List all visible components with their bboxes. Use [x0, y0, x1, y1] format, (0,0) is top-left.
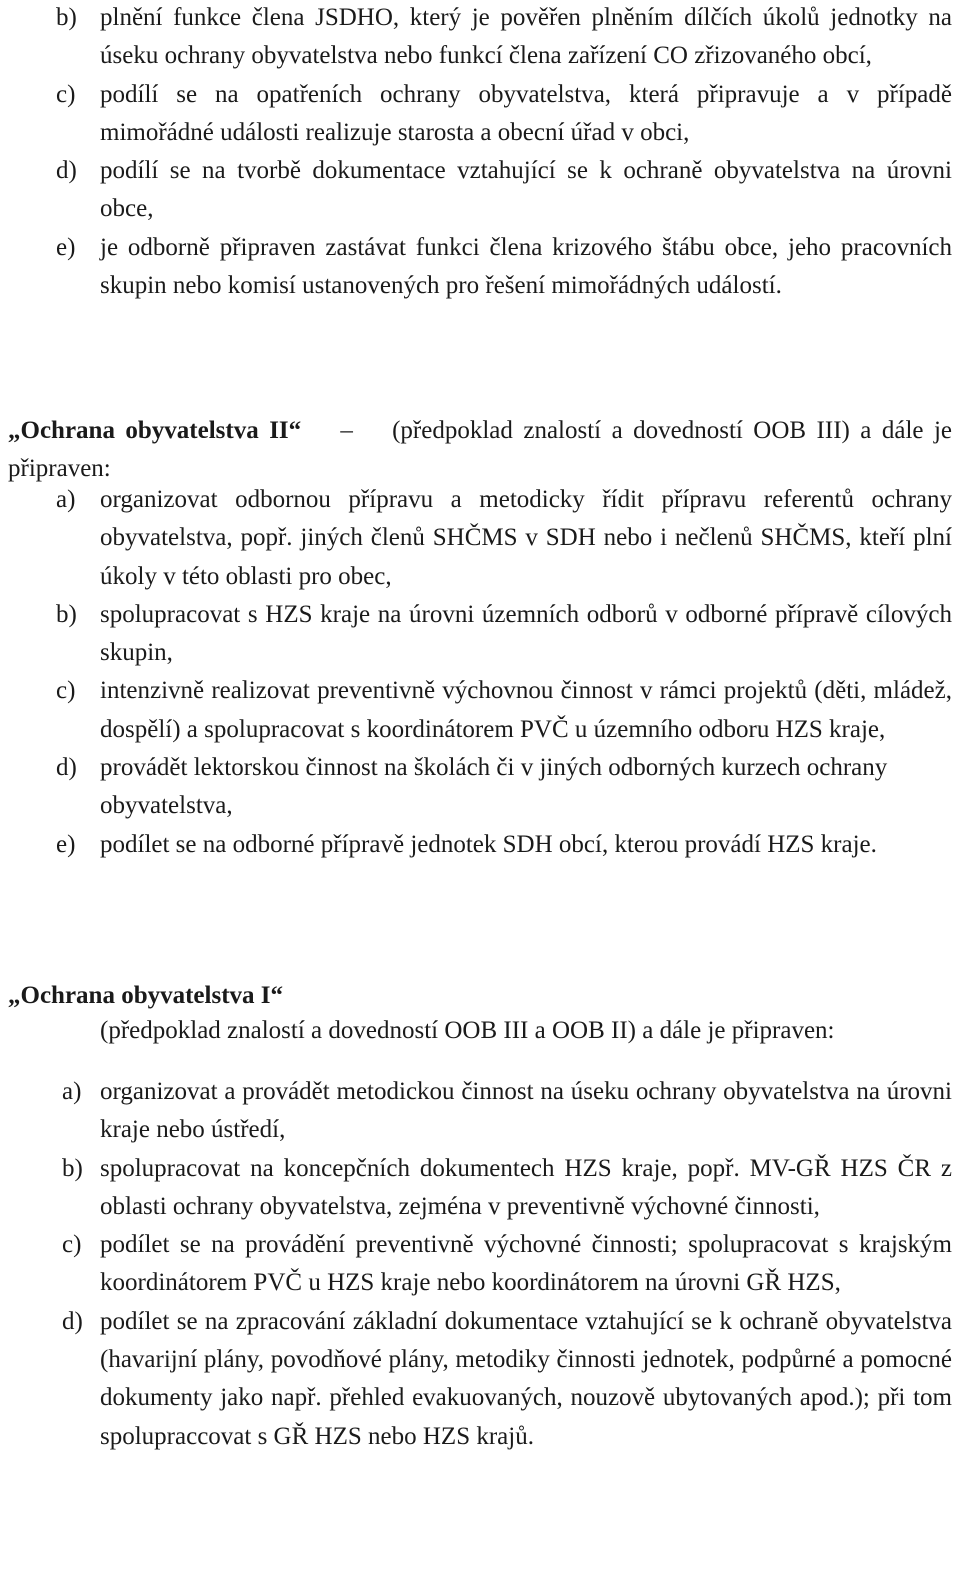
- list-item: [62, 1226, 952, 1303]
- list-marker: c): [56, 80, 76, 108]
- list-item-text: podílet se na odborné přípravě jednotek SDH obcí, kterou provádí HZS kraje.: [100, 830, 877, 858]
- list-marker: d): [56, 157, 77, 185]
- section-i-intro: (předpoklad znalostí a dovedností OOB III a OOB II) a dále je připraven:: [100, 1017, 835, 1044]
- section-ii-intro: (předpoklad znalostí a dovedností OOB III) a dále je připraven:: [8, 417, 953, 483]
- list-marker: d): [56, 754, 77, 782]
- list-item: [56, 596, 952, 673]
- list-marker: c): [56, 677, 76, 705]
- list-item: [56, 672, 952, 749]
- list-marker: a): [62, 1078, 82, 1105]
- list-item-text: organizovat odbornou přípravu a metodicky řídit přípravu referentů ochrany obyvatelstva, popř. jiných členů SHČMS v SDH nebo i nečlenů SHČMS, kteří plní úkoly v této oblasti pro obec,: [100, 486, 952, 590]
- list-item: [62, 1073, 952, 1150]
- list-item-text: podílí se na tvorbě dokumentace vztahující se k ochraně obyvatelstva na úrovni obce,: [100, 157, 952, 223]
- list-item-text: je odborně připraven zastávat funkci člena krizového štábu obce, jeho pracovních skupin nebo komisí ustanovených pro řešení mimořádných událostí.: [100, 233, 952, 300]
- section-ii-heading: [8, 412, 952, 489]
- list-marker: e): [56, 830, 76, 858]
- list-section-ii: [56, 481, 952, 864]
- list-continued: [56, 0, 952, 305]
- section-i-heading: [8, 977, 952, 1015]
- list-item-text: podílí se na opatřeních ochrany obyvatelstva, která připravuje a v případě mimořádné události realizuje starosta a obecní úřad v obci,: [100, 80, 952, 146]
- list-item-text: podílet se na provádění preventivně výchovné činnosti; spolupracovat s krajským koordinátorem PVČ u HZS kraje nebo koordinátorem na úrovni GŘ HZS,: [100, 1231, 952, 1297]
- list-item-text: provádět lektorskou činnost na školách či v jiných odborných kurzech ochrany obyvatelstva,: [100, 754, 888, 820]
- list-item-text: spolupracovat s HZS kraje na úrovni územních odborů v odborné přípravě cílových skupin,: [100, 600, 952, 667]
- list-item: [56, 0, 952, 76]
- list-marker: a): [56, 486, 76, 513]
- section-ii-title: „Ochrana obyvatelstva II“: [8, 417, 302, 444]
- section-ii-dash: –: [340, 417, 353, 444]
- list-marker: c): [62, 1231, 82, 1259]
- list-item: [56, 229, 952, 306]
- list-item: [56, 826, 952, 864]
- list-marker: b): [56, 600, 77, 628]
- list-item-text: plnění funkce člena JSDHO, který je pověřen plněním dílčích úkolů jednotky na úseku ochrany obyvatelstva nebo funkcí člena zařízení CO zřizovaného obcí,: [100, 4, 952, 70]
- list-item-text: organizovat a provádět metodickou činnost na úseku ochrany obyvatelstva na úrovni kraje nebo ústředí,: [100, 1078, 952, 1144]
- list-item: [56, 76, 952, 153]
- list-item: [56, 481, 952, 596]
- list-item-text: podílet se na zpracování základní dokumentace vztahující se k ochraně obyvatelstva (havarijní plány, povodňové plány, metodiky činnosti jednotek, podpůrné a pomocné dokumenty jako např. přehled evakuovaných, nouzově ubytovaných apod.); při tom spolupraccovat s GŘ HZS nebo HZS krajů.: [100, 1307, 952, 1450]
- list-item: [62, 1150, 952, 1227]
- list-section-i: [62, 1073, 952, 1456]
- list-marker: b): [62, 1154, 83, 1182]
- list-item-text: spolupracovat na koncepčních dokumentech HZS kraje, popř. MV-GŘ HZS ČR z oblasti ochrany obyvatelstva, zejména v preventivně výchovné činnosti,: [100, 1154, 952, 1220]
- list-item: [62, 1303, 952, 1456]
- list-item: [56, 749, 952, 826]
- list-item: [56, 152, 952, 229]
- list-marker: b): [56, 4, 77, 31]
- list-marker: d): [62, 1307, 83, 1335]
- list-item-text: intenzivně realizovat preventivně výchovnou činnost v rámci projektů (děti, mládež, dospělí) a spolupracovat s koordinátorem PVČ u územního odboru HZS kraje,: [100, 677, 952, 743]
- section-i-title: „Ochrana obyvatelstva I“: [8, 982, 283, 1009]
- list-marker: e): [56, 233, 76, 261]
